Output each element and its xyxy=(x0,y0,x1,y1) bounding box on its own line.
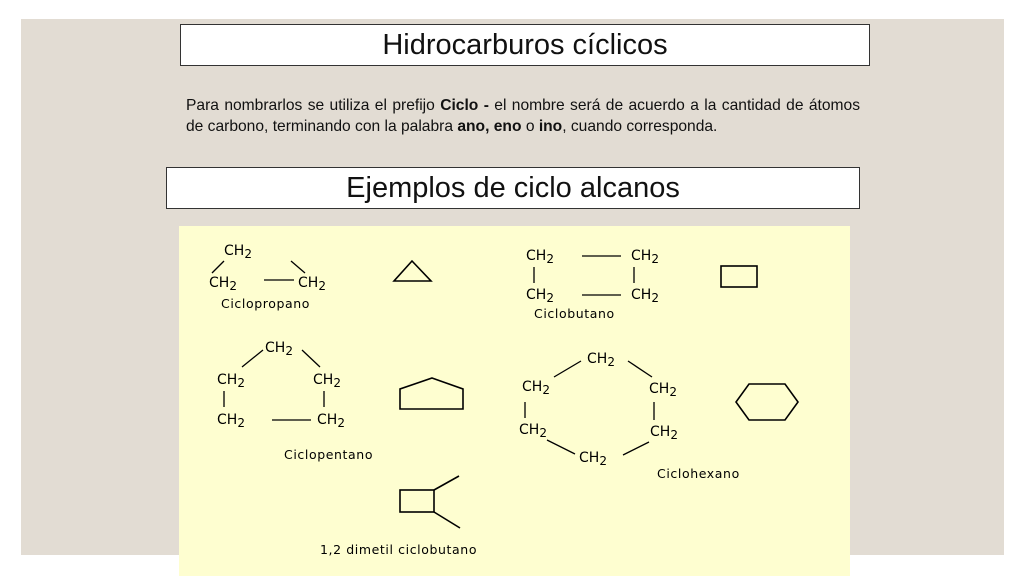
bond-line xyxy=(291,261,305,273)
bond-line xyxy=(623,442,649,455)
intro-bold-ciclo: Ciclo - xyxy=(440,97,495,114)
ch2-group: CH2 xyxy=(217,412,245,430)
ch2-group: CH2 xyxy=(519,422,547,440)
section-subtitle xyxy=(166,167,860,209)
ch2-group: CH2 xyxy=(317,412,345,430)
pentagon-skeletal xyxy=(400,378,463,409)
intro-bold-ano: ano, xyxy=(457,118,490,135)
ch2-group: CH2 xyxy=(631,287,659,305)
square-ring-skeletal xyxy=(400,490,434,512)
bond-line xyxy=(302,350,320,367)
ch2-group: CH2 xyxy=(587,351,615,369)
ch2-group: CH2 xyxy=(649,381,677,399)
slide-title xyxy=(180,24,870,66)
ciclohexano-label: Ciclohexano xyxy=(657,466,740,481)
intro-bold-ino: ino xyxy=(538,118,563,135)
ch2-group: CH2 xyxy=(313,372,341,390)
intro-bold-eno: eno xyxy=(493,118,522,135)
bond-line xyxy=(242,350,263,367)
bond-line xyxy=(547,440,575,454)
intro-text-2: el nombre será de acuerdo a la cantidad de átomos de carbono, terminando con la palabra xyxy=(186,97,861,135)
ch2-group: CH2 xyxy=(217,372,245,390)
ch2-group: CH2 xyxy=(650,424,678,442)
ch2-group: CH2 xyxy=(224,243,252,261)
diagram-panel xyxy=(179,226,850,576)
dimetilciclobutano-structure xyxy=(320,476,477,557)
ch2-group: CH2 xyxy=(298,275,326,293)
bond-line xyxy=(212,261,224,273)
intro-text-1: Para nombrarlos se utiliza el prefijo xyxy=(186,97,441,114)
ch2-group: CH2 xyxy=(579,450,607,468)
bond-line xyxy=(554,361,581,377)
intro-paragraph xyxy=(186,95,860,137)
ch2-group: CH2 xyxy=(526,248,554,266)
ciclopropano-structure xyxy=(209,243,326,311)
ciclopropano-label: Ciclopropano xyxy=(221,296,311,311)
hexagon-skeletal xyxy=(736,384,798,420)
cycloalkane-diagram xyxy=(179,226,850,576)
methyl-bond-line xyxy=(434,512,460,528)
dimetilciclobutano-label: 1,2 dimetil ciclobutano xyxy=(320,542,478,557)
ch2-group: CH2 xyxy=(522,379,550,397)
bond-line xyxy=(628,361,652,377)
ciclopentano-structure xyxy=(217,340,373,462)
ciclobutano-structure xyxy=(526,248,659,321)
slide-title-text: Hidrocarburos cíclicos xyxy=(382,28,668,61)
square-skeletal xyxy=(721,266,757,287)
ciclobutano-label: Ciclobutano xyxy=(534,306,615,321)
methyl-bond-line xyxy=(434,476,459,490)
intro-text-5: , cuando corresponda. xyxy=(562,118,718,135)
ciclohexano-structure xyxy=(519,351,740,481)
ch2-group: CH2 xyxy=(209,275,237,293)
intro-text-4: o xyxy=(521,118,539,135)
triangle-skeletal xyxy=(394,261,431,281)
ch2-group: CH2 xyxy=(526,287,554,305)
ciclopentano-label: Ciclopentano xyxy=(284,447,374,462)
ch2-group: CH2 xyxy=(265,340,293,358)
ch2-group: CH2 xyxy=(631,248,659,266)
section-subtitle-text: Ejemplos de ciclo alcanos xyxy=(346,171,680,204)
